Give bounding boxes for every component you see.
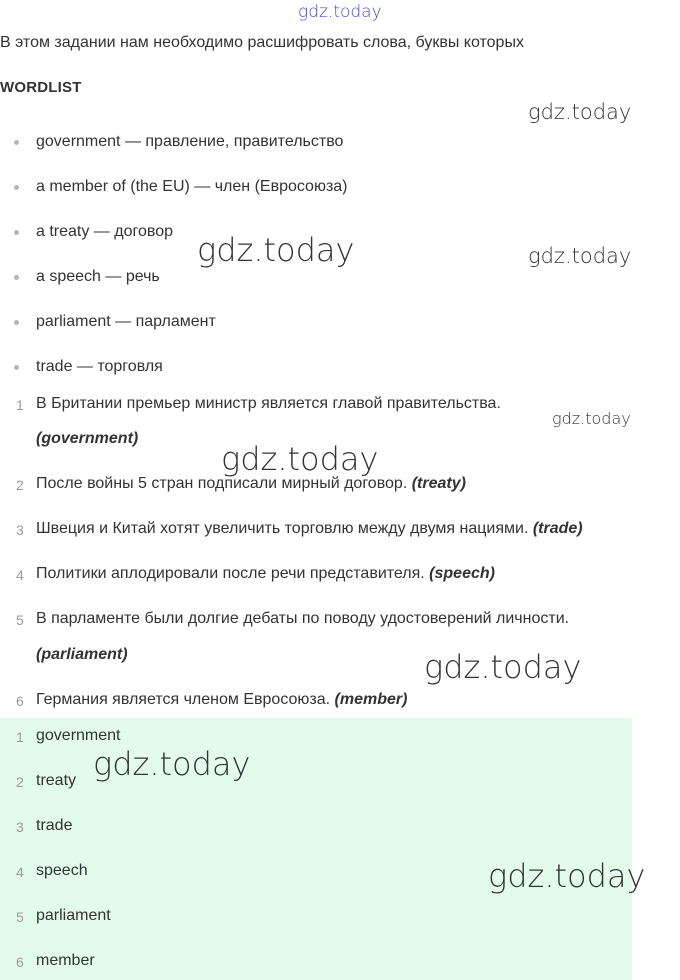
answer-number: 6 bbox=[16, 954, 24, 970]
sentence-number: 5 bbox=[16, 612, 24, 628]
answer-number: 2 bbox=[16, 774, 24, 790]
sentence-text: В Британии премьер министр является главой правительства. bbox=[36, 395, 501, 412]
watermark: gdz.today bbox=[528, 100, 632, 124]
sentence-number: 6 bbox=[16, 693, 24, 709]
sentence-number: 1 bbox=[16, 397, 24, 413]
answer-text: speech bbox=[36, 862, 88, 879]
sentence-number: 3 bbox=[16, 522, 24, 538]
sentence-answer: (speech) bbox=[429, 565, 495, 582]
wordlist-item bbox=[14, 358, 163, 376]
wordlist-item-text: a speech — речь bbox=[36, 268, 160, 285]
wordlist-item-text: trade — торговля bbox=[36, 358, 163, 375]
bullet-icon bbox=[14, 365, 19, 370]
answer-number: 4 bbox=[16, 864, 24, 880]
sentence-text: Швеция и Китай хотят увеличить торговлю между двумя нациями. bbox=[36, 520, 529, 537]
bullet-icon bbox=[14, 275, 19, 280]
wordlist-item-text: government — правление, правительство bbox=[36, 133, 344, 150]
bullet-icon bbox=[14, 140, 19, 145]
wordlist-item bbox=[14, 268, 160, 286]
sentence-text: Германия является членом Евросоюза. bbox=[36, 691, 331, 708]
intro-text: В этом задании нам необходимо расшифровать слова, буквы которых bbox=[0, 34, 524, 51]
answer-text: treaty bbox=[36, 772, 77, 789]
watermark-top: gdz.today bbox=[298, 2, 382, 22]
watermark: gdz.today bbox=[197, 231, 355, 269]
answer-text: government bbox=[36, 727, 121, 744]
wordlist-heading: WORDLIST bbox=[0, 79, 82, 96]
sentence-text: После войны 5 стран подписали мирный договор. bbox=[36, 475, 408, 492]
answer-text: member bbox=[36, 952, 95, 969]
sentence-row bbox=[36, 520, 583, 538]
watermark: gdz.today bbox=[528, 244, 632, 268]
answer-number: 5 bbox=[16, 909, 24, 925]
watermark: gdz.today bbox=[93, 745, 251, 783]
watermark: gdz.today bbox=[424, 648, 582, 686]
answer-number: 1 bbox=[16, 729, 24, 745]
wordlist-item bbox=[14, 223, 173, 241]
sentence-answer: (parliament) bbox=[36, 646, 128, 663]
watermark: gdz.today bbox=[552, 409, 631, 428]
sentence-row bbox=[36, 565, 495, 583]
wordlist-item-text: a treaty — договор bbox=[36, 223, 173, 240]
sentence-row bbox=[36, 691, 407, 709]
sentence-text: Политики аплодировали после речи представителя. bbox=[36, 565, 425, 582]
bullet-icon bbox=[14, 185, 19, 190]
sentence-answer: (treaty) bbox=[411, 475, 466, 492]
wordlist-item bbox=[14, 133, 343, 151]
watermark: gdz.today bbox=[221, 440, 379, 478]
sentence-answer: (member) bbox=[334, 691, 408, 708]
sentence-number: 2 bbox=[16, 477, 24, 493]
wordlist-item bbox=[14, 313, 216, 331]
bullet-icon bbox=[14, 320, 19, 325]
answer-number: 3 bbox=[16, 819, 24, 835]
sentence-answer: (trade) bbox=[532, 520, 583, 537]
answer-text: trade bbox=[36, 817, 73, 834]
sentence-text: В парламенте были долгие дебаты по поводу удостоверений личности. bbox=[36, 610, 570, 627]
sentence-number: 4 bbox=[16, 567, 24, 583]
sentence-answer: (government) bbox=[36, 430, 139, 447]
wordlist-item bbox=[14, 178, 348, 196]
answer-text: parliament bbox=[36, 907, 111, 924]
wordlist-item-text: parliament — парламент bbox=[36, 313, 216, 330]
wordlist-item-text: a member of (the EU) — член (Евросоюза) bbox=[36, 178, 348, 195]
watermark: gdz.today bbox=[488, 857, 646, 895]
bullet-icon bbox=[14, 230, 19, 235]
